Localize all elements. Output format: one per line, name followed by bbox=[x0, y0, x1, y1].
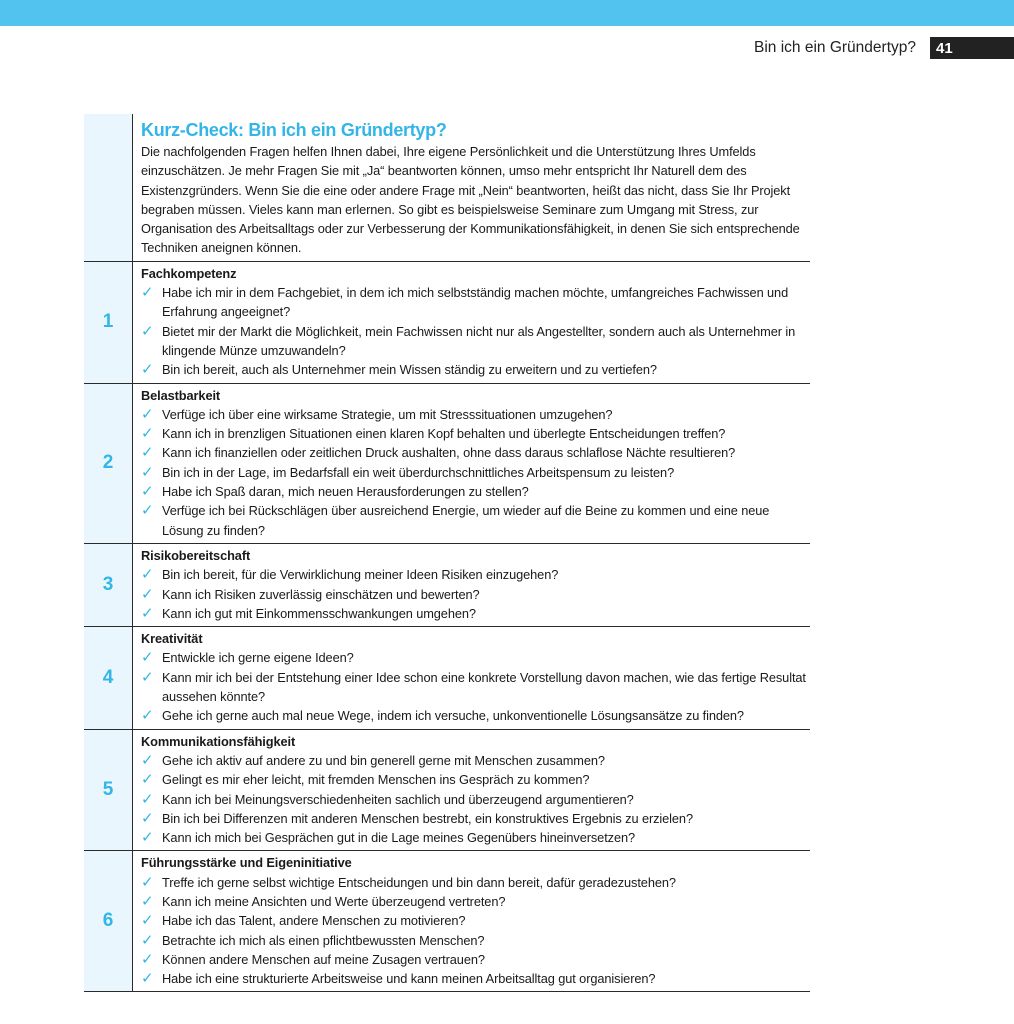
section-content bbox=[133, 627, 810, 728]
check-icon: ✓ bbox=[141, 667, 154, 686]
section-heading: Führungsstärke und Eigeninitiative bbox=[141, 855, 352, 871]
check-icon: ✓ bbox=[141, 949, 154, 968]
section-row-3 bbox=[84, 544, 810, 627]
top-color-band bbox=[0, 0, 1014, 26]
section-number: 6 bbox=[84, 851, 133, 991]
check-icon: ✓ bbox=[141, 424, 154, 443]
check-icon: ✓ bbox=[141, 565, 154, 584]
check-icon: ✓ bbox=[141, 648, 154, 667]
check-icon: ✓ bbox=[141, 482, 154, 501]
question-text: Können andere Menschen auf meine Zusagen vertrauen? bbox=[162, 951, 485, 967]
question-item bbox=[141, 892, 810, 911]
section-row-2 bbox=[84, 384, 810, 544]
question-item bbox=[141, 931, 810, 950]
section-number: 4 bbox=[84, 627, 133, 728]
question-item bbox=[141, 828, 810, 847]
section-content bbox=[133, 851, 810, 991]
question-text: Kann ich bei Meinungsverschiedenheiten sachlich und überzeugend argumentieren? bbox=[162, 791, 634, 807]
question-text: Entwickle ich gerne eigene Ideen? bbox=[162, 650, 354, 666]
question-text: Kann ich meine Ansichten und Werte überzeugend vertreten? bbox=[162, 893, 506, 909]
check-icon: ✓ bbox=[141, 911, 154, 930]
question-item bbox=[141, 706, 810, 725]
question-text: Bin ich in der Lage, im Bedarfsfall ein weit überdurchschnittliches Arbeitspensum zu leisten? bbox=[162, 464, 675, 480]
section-number: 3 bbox=[84, 544, 133, 626]
checklist-title: Kurz-Check: Bin ich ein Gründertyp? bbox=[141, 120, 447, 140]
question-item bbox=[141, 463, 810, 482]
question-item bbox=[141, 360, 810, 379]
question-text: Bin ich bei Differenzen mit anderen Menschen bestrebt, ein konstruktives Ergebnis zu erzielen? bbox=[162, 810, 693, 826]
question-item bbox=[141, 405, 810, 424]
page-number: 41 bbox=[930, 37, 1014, 59]
check-icon: ✓ bbox=[141, 404, 154, 423]
section-row-5 bbox=[84, 730, 810, 852]
question-text: Verfüge ich bei Rückschlägen über ausreichend Energie, um wieder auf die Beine zu kommen und eine neue Lösung zu finden? bbox=[162, 503, 770, 538]
question-item bbox=[141, 969, 810, 988]
check-icon: ✓ bbox=[141, 891, 154, 910]
question-text: Kann ich finanziellen oder zeitlichen Druck aushalten, ohne dass daraus schlaflose Nächte resultieren? bbox=[162, 445, 736, 461]
question-text: Habe ich Spaß daran, mich neuen Herausforderungen zu stellen? bbox=[162, 484, 529, 500]
question-text: Kann ich gut mit Einkommensschwankungen umgehen? bbox=[162, 605, 476, 621]
question-item bbox=[141, 809, 810, 828]
section-heading: Kreativität bbox=[141, 631, 203, 647]
section-row-4 bbox=[84, 627, 810, 729]
question-text: Kann ich mich bei Gesprächen gut in die Lage meines Gegenübers hineinversetzen? bbox=[162, 830, 635, 846]
check-icon: ✓ bbox=[141, 828, 154, 847]
check-icon: ✓ bbox=[141, 501, 154, 520]
question-text: Gehe ich aktiv auf andere zu und bin generell gerne mit Menschen zusammen? bbox=[162, 752, 605, 768]
check-icon: ✓ bbox=[141, 283, 154, 302]
question-text: Kann ich in brenzligen Situationen einen klaren Kopf behalten und überlegte Entscheidungen treffen? bbox=[162, 426, 726, 442]
question-text: Gelingt es mir eher leicht, mit fremden Menschen ins Gespräch zu kommen? bbox=[162, 772, 590, 788]
question-item bbox=[141, 283, 810, 322]
section-heading: Risikobereitschaft bbox=[141, 547, 251, 563]
check-icon: ✓ bbox=[141, 706, 154, 725]
checklist-table bbox=[84, 114, 810, 992]
question-item bbox=[141, 911, 810, 930]
section-row-6 bbox=[84, 851, 810, 992]
question-text: Habe ich das Talent, andere Menschen zu motivieren? bbox=[162, 913, 466, 929]
check-icon: ✓ bbox=[141, 584, 154, 603]
question-item bbox=[141, 790, 810, 809]
intro-text: Die nachfolgenden Fragen helfen Ihnen dabei, Ihre eigene Persönlichkeit und die Unterstützung Ihres Umfelds einzuschätzen. Je mehr Fragen Sie mit „Ja“ beantworten können, umso mehr entspricht Ihr Naturell dem des Existenzgründers. Wenn Sie die eine oder andere Frage mit „Nein“ beantworten, heißt das nicht, dass Sie Ihr Projekt begraben müssen. Vieles kann man erlernen. So gibt es beispielsweise Seminare zum Umgang mit Stress, zur Organisation des Arbeitsalltags oder zur Verbesserung der Kommunikationsfähigkeit, in denen Sie sich entsprechende Techniken aneignen können. bbox=[141, 144, 800, 256]
check-icon: ✓ bbox=[141, 360, 154, 379]
question-item bbox=[141, 668, 810, 707]
question-list bbox=[141, 751, 810, 847]
question-item bbox=[141, 648, 810, 667]
question-list bbox=[141, 873, 810, 989]
question-list bbox=[141, 283, 810, 379]
question-item bbox=[141, 604, 810, 623]
section-row-1 bbox=[84, 262, 810, 384]
question-text: Treffe ich gerne selbst wichtige Entscheidungen und bin dann bereit, dafür geradezustehen? bbox=[162, 874, 676, 890]
check-icon: ✓ bbox=[141, 443, 154, 462]
section-heading: Belastbarkeit bbox=[141, 387, 221, 403]
intro-row bbox=[84, 114, 810, 262]
check-icon: ✓ bbox=[141, 750, 154, 769]
question-text: Kann ich Risiken zuverlässig einschätzen und bewerten? bbox=[162, 586, 480, 602]
section-heading: Fachkompetenz bbox=[141, 265, 237, 281]
question-list bbox=[141, 565, 810, 623]
question-item bbox=[141, 443, 810, 462]
sections-container bbox=[84, 262, 810, 993]
question-item bbox=[141, 565, 810, 584]
section-number: 2 bbox=[84, 384, 133, 543]
question-list bbox=[141, 648, 810, 725]
question-item bbox=[141, 770, 810, 789]
question-item bbox=[141, 424, 810, 443]
question-item bbox=[141, 501, 810, 540]
question-item bbox=[141, 751, 810, 770]
check-icon: ✓ bbox=[141, 789, 154, 808]
question-text: Habe ich eine strukturierte Arbeitsweise und kann meinen Arbeitsalltag gut organisieren? bbox=[162, 971, 656, 987]
section-content bbox=[133, 262, 810, 383]
section-heading: Kommunikationsfähigkeit bbox=[141, 733, 296, 749]
question-item bbox=[141, 873, 810, 892]
check-icon: ✓ bbox=[141, 872, 154, 891]
intro-content bbox=[133, 114, 810, 261]
check-icon: ✓ bbox=[141, 930, 154, 949]
question-text: Habe ich mir in dem Fachgebiet, in dem ich mich selbstständig machen möchte, umfangreiches Fachwissen und Erfahrung angeeignet? bbox=[162, 285, 789, 320]
section-content bbox=[133, 544, 810, 626]
question-text: Bin ich bereit, für die Verwirklichung meiner Ideen Risiken einzugehen? bbox=[162, 567, 559, 583]
check-icon: ✓ bbox=[141, 321, 154, 340]
question-text: Gehe ich gerne auch mal neue Wege, indem ich versuche, unkonventionelle Lösungsansätze zu finden? bbox=[162, 708, 744, 724]
check-icon: ✓ bbox=[141, 603, 154, 622]
question-item bbox=[141, 585, 810, 604]
running-header bbox=[754, 37, 1014, 59]
check-icon: ✓ bbox=[141, 770, 154, 789]
question-item bbox=[141, 322, 810, 361]
check-icon: ✓ bbox=[141, 969, 154, 988]
question-text: Verfüge ich über eine wirksame Strategie, um mit Stresssituationen umzugehen? bbox=[162, 406, 613, 422]
section-content bbox=[133, 384, 810, 543]
question-item bbox=[141, 482, 810, 501]
section-number: 1 bbox=[84, 262, 133, 383]
question-text: Kann mir ich bei der Entstehung einer Idee schon eine konkrete Vorstellung davon machen, wie das fertige Resultat aussehen könnte? bbox=[162, 669, 806, 705]
question-item bbox=[141, 950, 810, 969]
intro-number-cell bbox=[84, 114, 133, 261]
check-icon: ✓ bbox=[141, 808, 154, 827]
question-list bbox=[141, 405, 810, 540]
question-text: Betrachte ich mich als einen pflichtbewussten Menschen? bbox=[162, 932, 485, 948]
check-icon: ✓ bbox=[141, 462, 154, 481]
running-title: Bin ich ein Gründertyp? bbox=[754, 39, 916, 56]
section-number: 5 bbox=[84, 730, 133, 851]
section-content bbox=[133, 730, 810, 851]
question-text: Bin ich bereit, auch als Unternehmer mein Wissen ständig zu erweitern und zu vertiefen? bbox=[162, 362, 657, 378]
question-text: Bietet mir der Markt die Möglichkeit, mein Fachwissen nicht nur als Angestellter, sondern auch als Unternehmer in klingende Münze umzuwandeln? bbox=[162, 323, 796, 358]
